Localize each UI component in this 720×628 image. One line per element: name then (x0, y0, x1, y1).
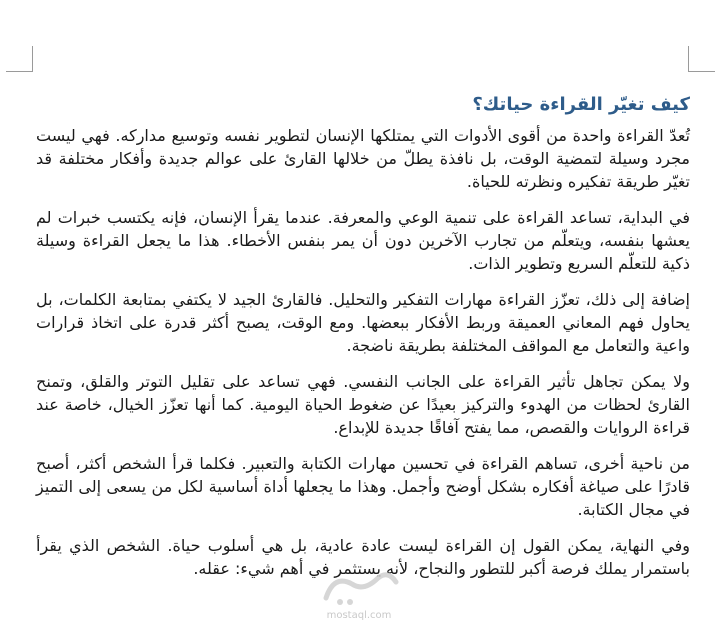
paragraph-intro: تُعدّ القراءة واحدة من أقوى الأدوات التي يمتلكها الإنسان لتطوير نفسه وتوسيع مداركه. فهي ليست مجرد وسيلة لتمضية الوقت، بل نافذة يطلّ من خلالها القارئ على عوالم جديدة وأفكار مختلفة قد تغيّر طريقة تفكيره ونظرته للحياة. (36, 126, 690, 191)
crop-mark-top-right-vertical (688, 46, 689, 72)
watermark-text: mostaql.com (326, 610, 392, 621)
document-body[interactable] (36, 92, 690, 580)
crop-mark-top-right-horizontal (688, 71, 715, 72)
crop-mark-top-left-horizontal (6, 71, 33, 72)
paragraph-thinking-skills: إضافة إلى ذلك، تعزّز القراءة مهارات التفكير والتحليل. فالقارئ الجيد لا يكتفي بمتابعة الكلمات، بل يحاول فهم المعاني العميقة وربط الأفكار ببعضها. ومع الوقت، يصبح أكثر قدرة على اتخاذ قرارات واعية والتعامل مع المواقف المختلفة بطريقة ناضجة. (36, 290, 690, 355)
paragraph-conclusion: وفي النهاية، يمكن القول إن القراءة ليست عادة عادية، بل هي أسلوب حياة. الشخص الذي يقرأ باستمرار يملك فرصة أكبر للتطور والنجاح، لأنه يستثمر في أهم شيء: عقله. (36, 536, 690, 578)
paragraph-psychology: ولا يمكن تجاهل تأثير القراءة على الجانب النفسي. فهي تساعد على تقليل التوتر والقلق، وتمنح القارئ لحظات من الهدوء والتركيز بعيدًا عن ضغوط الحياة اليومية. كما أنها تعزّز الخيال، خاصة عند قراءة الروايات والقصص، مما يفتح آفاقًا جديدة للإبداع. (36, 372, 690, 437)
article-heading: كيف تغيّر القراءة حياتك؟ (472, 94, 690, 115)
paragraph-awareness: في البداية، تساعد القراءة على تنمية الوعي والمعرفة. عندما يقرأ الإنسان، فإنه يكتسب خبرات لم يعشها بنفسه، ويتعلّم من تجارب الآخرين دون أن يمر بنفس الأخطاء. هذا ما يجعل القراءة وسيلة ذكية للتعلّم السريع وتطوير الذات. (36, 208, 690, 273)
crop-mark-top-left-vertical (32, 46, 33, 72)
paragraph-writing-skills: من ناحية أخرى، تساهم القراءة في تحسين مهارات الكتابة والتعبير. فكلما قرأ الشخص أكثر، أصبح قادرًا على صياغة أفكاره بشكل أوضح وأجمل. وهذا ما يجعلها أداة أساسية لكل من يسعى إلى التميز في مجال الكتابة. (36, 454, 690, 519)
